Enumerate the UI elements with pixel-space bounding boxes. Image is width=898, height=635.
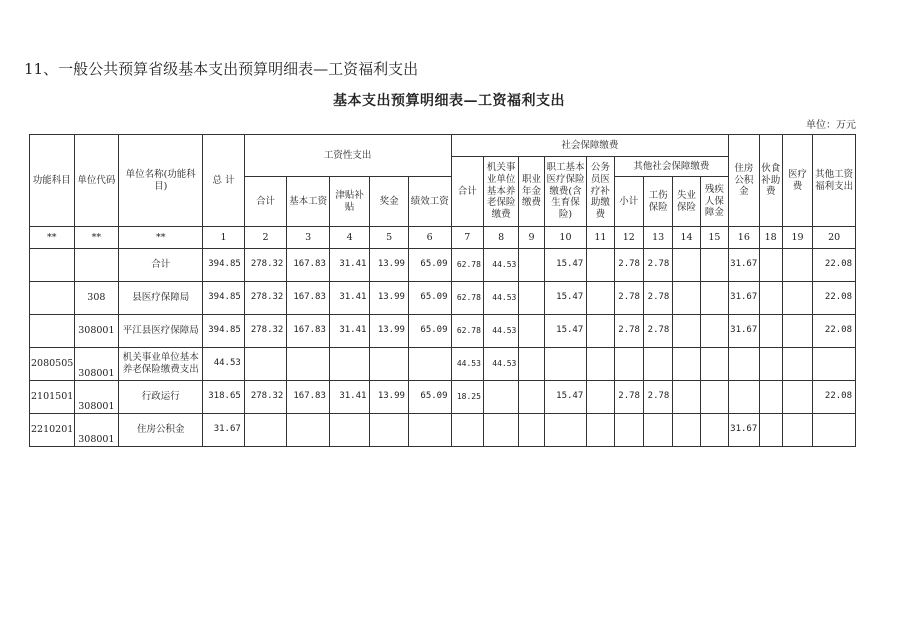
table-cell <box>782 348 812 381</box>
table-cell <box>782 381 812 414</box>
table-cell <box>587 348 614 381</box>
index-cell: 9 <box>519 227 544 249</box>
index-cell: ** <box>74 227 119 249</box>
table-cell <box>287 348 330 381</box>
table-cell <box>729 381 759 414</box>
table-cell: 13.99 <box>370 249 409 282</box>
header-wage-total: 合计 <box>244 177 287 227</box>
table-cell <box>451 414 483 447</box>
table-cell: 318.65 <box>203 381 245 414</box>
table-cell: 167.83 <box>287 381 330 414</box>
table-cell: 31.41 <box>329 282 370 315</box>
table-cell: 15.47 <box>544 315 587 348</box>
table-cell: 22.08 <box>813 315 856 348</box>
table-cell: 394.85 <box>203 315 245 348</box>
header-civil-medical: 公务员医疗补助缴费 <box>587 157 614 227</box>
header-housing: 住房公积金 <box>729 135 759 227</box>
table-cell <box>408 414 451 447</box>
table-row <box>30 348 856 381</box>
table-cell <box>673 249 700 282</box>
table-cell: 13.99 <box>370 282 409 315</box>
table-cell: 308001 <box>74 315 119 348</box>
table-cell: 31.41 <box>329 315 370 348</box>
table-cell: 2210201 <box>30 414 75 447</box>
table-cell <box>700 414 728 447</box>
index-row <box>30 227 856 249</box>
index-cell: 7 <box>451 227 483 249</box>
table-cell <box>759 315 782 348</box>
table-cell: 44.53 <box>483 249 518 282</box>
table-cell: 2.78 <box>614 315 643 348</box>
header-allowance: 津贴补贴 <box>329 177 370 227</box>
table-cell: 平江县医疗保障局 <box>119 315 203 348</box>
table-cell: 2.78 <box>614 282 643 315</box>
index-cell: 20 <box>813 227 856 249</box>
index-cell: 10 <box>544 227 587 249</box>
table-cell <box>759 348 782 381</box>
table-cell: 44.53 <box>483 348 518 381</box>
table-cell: 18.25 <box>451 381 483 414</box>
table-cell <box>519 381 544 414</box>
index-cell: 1 <box>203 227 245 249</box>
table-cell <box>782 249 812 282</box>
index-cell: ** <box>30 227 75 249</box>
table-cell: 2101501 <box>30 381 75 414</box>
index-cell: ** <box>119 227 203 249</box>
header-other-welfare: 其他工资福利支出 <box>813 135 856 227</box>
table-cell <box>287 414 330 447</box>
header-unit-code: 单位代码 <box>74 135 119 227</box>
table-cell: 394.85 <box>203 282 245 315</box>
table-cell: 15.47 <box>544 381 587 414</box>
table-cell <box>673 315 700 348</box>
table-cell <box>782 414 812 447</box>
table-cell: 167.83 <box>287 315 330 348</box>
table-cell <box>729 348 759 381</box>
header-unit-name: 单位名称(功能科目) <box>119 135 203 227</box>
table-cell: 22.08 <box>813 282 856 315</box>
header-injury: 工伤保险 <box>643 177 672 227</box>
table-cell <box>700 315 728 348</box>
table-cell <box>483 414 518 447</box>
header-perf-wage: 绩效工资 <box>408 177 451 227</box>
index-cell: 4 <box>329 227 370 249</box>
table-row <box>30 315 856 348</box>
table-cell: 13.99 <box>370 381 409 414</box>
table-cell <box>329 414 370 447</box>
table-row <box>30 381 856 414</box>
table-cell: 308001 <box>74 348 119 381</box>
header-pension: 机关事业单位基本养老保险缴费 <box>483 157 518 227</box>
header-bonus: 奖金 <box>370 177 409 227</box>
index-cell: 11 <box>587 227 614 249</box>
table-cell <box>370 414 409 447</box>
header-wage-group: 工资性支出 <box>244 135 451 177</box>
table-cell: 31.67 <box>729 282 759 315</box>
table-cell: 278.32 <box>244 315 287 348</box>
table-cell: 62.78 <box>451 249 483 282</box>
table-cell <box>370 348 409 381</box>
table-cell: 44.53 <box>451 348 483 381</box>
table-cell <box>643 348 672 381</box>
header-med-exp: 医疗费 <box>782 135 812 227</box>
table-cell <box>759 282 782 315</box>
table-cell: 167.83 <box>287 249 330 282</box>
table-cell <box>782 315 812 348</box>
table-cell: 308001 <box>74 381 119 414</box>
table-cell: 31.41 <box>329 249 370 282</box>
table-row <box>30 249 856 282</box>
table-cell: 县医疗保障局 <box>119 282 203 315</box>
table-cell <box>614 348 643 381</box>
page-heading: 11、一般公共预算省级基本支出预算明细表—工资福利支出 <box>24 60 419 78</box>
table-cell <box>587 414 614 447</box>
table-cell: 62.78 <box>451 282 483 315</box>
table-cell <box>587 282 614 315</box>
table-cell <box>759 249 782 282</box>
table-cell: 22.08 <box>813 249 856 282</box>
table-cell: 167.83 <box>287 282 330 315</box>
table-cell <box>759 414 782 447</box>
table-cell <box>329 348 370 381</box>
table-cell <box>244 348 287 381</box>
table-cell: 31.67 <box>729 414 759 447</box>
expenditure-table <box>29 134 856 447</box>
table-cell: 合计 <box>119 249 203 282</box>
table-cell <box>408 348 451 381</box>
index-cell: 6 <box>408 227 451 249</box>
table-cell: 2.78 <box>614 249 643 282</box>
table-cell: 2.78 <box>643 249 672 282</box>
table-cell <box>673 414 700 447</box>
table-cell: 394.85 <box>203 249 245 282</box>
table-cell <box>587 381 614 414</box>
table-cell <box>244 414 287 447</box>
table-cell <box>813 414 856 447</box>
table-cell: 2.78 <box>643 282 672 315</box>
table-cell: 44.53 <box>483 315 518 348</box>
index-cell: 5 <box>370 227 409 249</box>
header-subtotal: 小计 <box>614 177 643 227</box>
table-cell: 65.09 <box>408 381 451 414</box>
table-cell: 15.47 <box>544 282 587 315</box>
table-cell: 44.53 <box>483 282 518 315</box>
table-cell <box>544 414 587 447</box>
table-row <box>30 414 856 447</box>
table-cell: 13.99 <box>370 315 409 348</box>
header-other-group: 其他社会保障缴费 <box>614 157 729 177</box>
table-cell <box>700 348 728 381</box>
table-cell <box>30 249 75 282</box>
table-cell <box>30 282 75 315</box>
table-cell <box>700 381 728 414</box>
table-cell <box>643 414 672 447</box>
header-func-code: 功能科目 <box>30 135 75 227</box>
table-cell: 住房公积金 <box>119 414 203 447</box>
index-cell: 3 <box>287 227 330 249</box>
table-cell: 31.67 <box>729 315 759 348</box>
table-cell <box>544 348 587 381</box>
table-cell: 31.67 <box>729 249 759 282</box>
table-cell: 278.32 <box>244 282 287 315</box>
table-cell <box>483 381 518 414</box>
table-cell <box>614 414 643 447</box>
table-cell: 278.32 <box>244 249 287 282</box>
table-cell: 31.67 <box>203 414 245 447</box>
table-cell <box>519 348 544 381</box>
table-cell: 308 <box>74 282 119 315</box>
table-cell <box>782 282 812 315</box>
table-cell: 308001 <box>74 414 119 447</box>
table-cell <box>519 414 544 447</box>
table-cell: 2080505 <box>30 348 75 381</box>
index-cell: 2 <box>244 227 287 249</box>
table-cell <box>813 348 856 381</box>
index-cell: 14 <box>673 227 700 249</box>
table-cell <box>700 282 728 315</box>
table-cell: 行政运行 <box>119 381 203 414</box>
header-total: 总 计 <box>203 135 245 227</box>
index-cell: 16 <box>729 227 759 249</box>
table-cell <box>673 348 700 381</box>
table-cell <box>519 315 544 348</box>
table-cell: 2.78 <box>643 315 672 348</box>
table-cell: 65.09 <box>408 282 451 315</box>
index-cell: 8 <box>483 227 518 249</box>
table-cell <box>519 282 544 315</box>
index-cell: 15 <box>700 227 728 249</box>
header-base-wage: 基本工资 <box>287 177 330 227</box>
table-cell: 22.08 <box>813 381 856 414</box>
header-social-total: 合计 <box>451 157 483 227</box>
table-cell <box>587 249 614 282</box>
table-cell <box>673 282 700 315</box>
header-social-group: 社会保障缴费 <box>451 135 729 157</box>
table-cell <box>74 249 119 282</box>
table-cell: 2.78 <box>614 381 643 414</box>
header-unemploy: 失业保险 <box>673 177 700 227</box>
data-body <box>30 249 856 447</box>
table-cell: 44.53 <box>203 348 245 381</box>
table-cell <box>30 315 75 348</box>
header-medical: 职工基本医疗保险缴费(含生育保险) <box>544 157 587 227</box>
table-cell: 15.47 <box>544 249 587 282</box>
table-cell: 31.41 <box>329 381 370 414</box>
table-title: 基本支出预算明细表—工资福利支出 <box>333 93 565 109</box>
table-cell <box>519 249 544 282</box>
table-cell: 机关事业单位基本养老保险缴费支出 <box>119 348 203 381</box>
unit-label: 单位：万元 <box>806 120 856 131</box>
table-cell <box>673 381 700 414</box>
table-cell: 278.32 <box>244 381 287 414</box>
header-annuity: 职业年金缴费 <box>519 157 544 227</box>
table-cell <box>587 315 614 348</box>
table-cell: 62.78 <box>451 315 483 348</box>
index-cell: 12 <box>614 227 643 249</box>
table-cell <box>759 381 782 414</box>
table-cell: 65.09 <box>408 249 451 282</box>
index-cell: 18 <box>759 227 782 249</box>
table-row <box>30 282 856 315</box>
table-cell: 2.78 <box>643 381 672 414</box>
table-cell: 65.09 <box>408 315 451 348</box>
header-disabled: 残疾人保障金 <box>700 177 728 227</box>
header-meal: 伙食补助费 <box>759 135 782 227</box>
header-row-1 <box>30 135 856 157</box>
index-cell: 19 <box>782 227 812 249</box>
table-cell <box>700 249 728 282</box>
index-cell: 13 <box>643 227 672 249</box>
